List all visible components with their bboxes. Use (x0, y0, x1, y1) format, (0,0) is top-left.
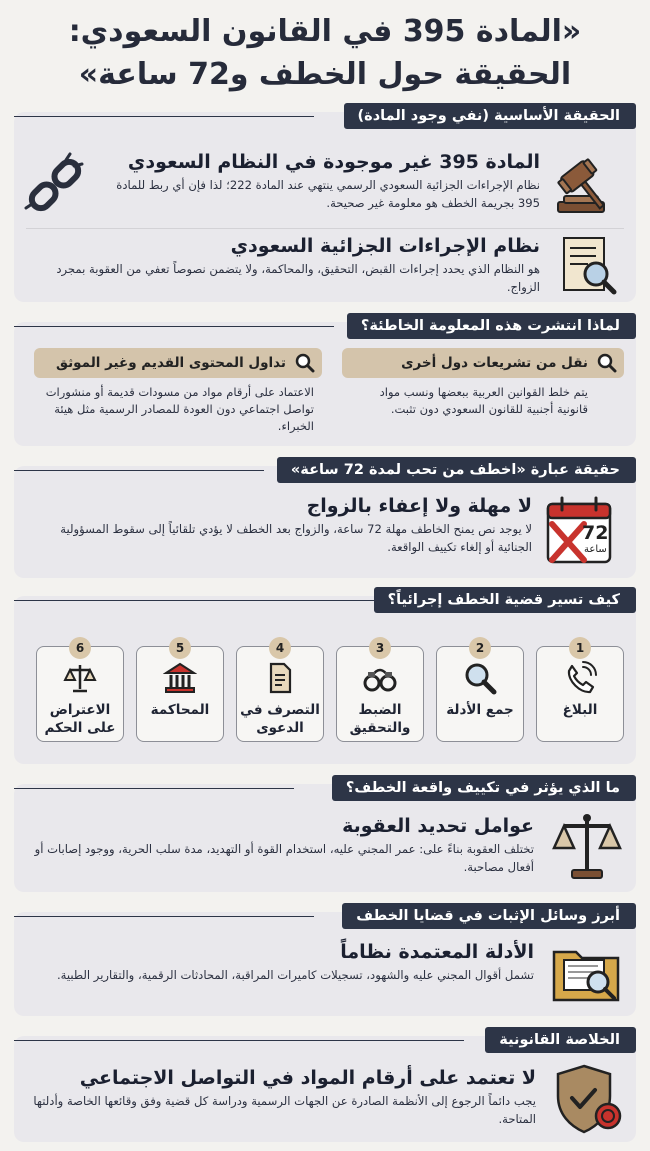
step-5 (136, 641, 224, 742)
item-title: المادة 395 غير موجودة في النظام السعودي (127, 151, 540, 173)
step-3 (336, 641, 424, 742)
step-number: 5 (169, 637, 191, 659)
calendar-number: 72 (582, 522, 609, 544)
step-number: 1 (569, 637, 591, 659)
step-1 (536, 641, 624, 742)
broken-chain-icon (20, 150, 90, 220)
document-search-icon (544, 232, 630, 298)
section-header: لماذا انتشرت هذه المعلومة الخاطئة؟ (347, 313, 636, 339)
shield-check-icon (548, 1062, 628, 1136)
reason-text-right: يتم خلط القوانين العربية ببعضها ونسب مواد قانونية أجنبية للقانون السعودي دون تثبت. (379, 385, 588, 416)
section-header: الخلاصة القانونية (485, 1027, 636, 1053)
title-line-2: الحقيقة حول الخطف و72 ساعة» (78, 57, 572, 92)
section-why-spread (14, 318, 636, 446)
scales-of-justice-icon (544, 808, 630, 882)
step-label: الضبط والتحقيق (349, 702, 411, 736)
step-label: البلاغ (562, 702, 598, 718)
section-header: أبرز وسائل الإثبات في قضايا الخطف (342, 903, 636, 929)
item-title: عوامل تحديد العقوبة (342, 815, 534, 837)
pill-label: نقل من تشريعات دول أخرى (401, 355, 588, 371)
step-2 (436, 641, 524, 742)
gavel-icon (544, 150, 630, 220)
item-text: تشمل أقوال المجني عليه والشهود، تسجيلات كاميرات المراقبة، المحادثات الرقمية، والتقارير الطبية. (56, 968, 534, 982)
handcuffs-icon (363, 661, 397, 695)
magnifier-icon (597, 353, 617, 373)
section-procedure (14, 592, 636, 764)
reason-pill-left (34, 348, 322, 378)
step-4 (236, 641, 324, 742)
section-conclusion (14, 1032, 636, 1142)
evidence-folder-icon (544, 936, 630, 1008)
item-text: هو النظام الذي يحدد إجراءات القبض، التحقيق، والمحاكمة، ولا يتضمن نصوصاً تعفي من العقوبة بمجرد الزواج. (56, 262, 540, 294)
section-72-hours (14, 462, 636, 578)
item-text: نظام الإجراءات الجزائية السعودي الرسمي ينتهي عند المادة 222؛ لذا فإن أي ربط للمادة 395 بجريمة الخطف هو معلومة غير صحيحة. (116, 178, 540, 210)
item-title: لا تعتمد على أرقام المواد في التواصل الاجتماعي (79, 1067, 536, 1089)
step-label: جمع الأدلة (446, 702, 514, 718)
item-text: يجب دائماً الرجوع إلى الأنظمة الصادرة عن الجهات الرسمية ودراسة كل قضية وفق وقائعها الخاصة وأدلتها المتاحة. (33, 1094, 536, 1126)
document-icon (263, 661, 297, 695)
magnifier-icon (295, 353, 315, 373)
item-title: نظام الإجراءات الجزائية السعودي (230, 235, 540, 257)
step-number: 3 (369, 637, 391, 659)
item-text: تختلف العقوبة بناءً على: عمر المجني عليه، استخدام القوة أو التهديد، مدة سلب الحرية، ووجود إصابات أو أفعال مصاحبة. (34, 842, 534, 874)
section-header: الحقيقة الأساسية (نفي وجود المادة) (344, 103, 636, 129)
section-header: حقيقة عبارة «اخطف من تحب لمدة 72 ساعة» (277, 457, 636, 483)
pill-label: تداول المحتوى القديم وغير الموثق (55, 355, 286, 371)
step-label: التصرف في الدعوى (240, 702, 320, 736)
main-title (20, 10, 630, 96)
calendar-72-icon (542, 494, 618, 568)
section-basic-fact (14, 108, 636, 302)
magnifier-icon (463, 661, 497, 695)
step-label: المحاكمة (150, 702, 210, 718)
courthouse-icon (163, 661, 197, 695)
section-evidence (14, 908, 636, 1016)
section-header: ما الذي يؤثر في تكييف واقعة الخطف؟ (332, 775, 636, 801)
section-factors (14, 780, 636, 892)
step-number: 2 (469, 637, 491, 659)
title-line-1: «المادة 395 في القانون السعودي: (68, 14, 582, 49)
calendar-unit: ساعة (584, 544, 607, 555)
phone-icon (563, 661, 597, 695)
step-number: 6 (69, 637, 91, 659)
scales-icon (63, 661, 97, 695)
item-title: لا مهلة ولا إعفاء بالزواج (306, 495, 532, 517)
step-label: الاعتراض على الحكم (44, 702, 116, 736)
reason-pill-right (342, 348, 624, 378)
step-6 (36, 641, 124, 742)
section-header: كيف تسير قضية الخطف إجرائياً؟ (374, 587, 636, 613)
item-text: لا يوجد نص يمنح الخاطف مهلة 72 ساعة، والزواج بعد الخطف لا يؤدي تلقائياً إلى سقوط المسؤولية الجنائية أو إلغاء تكييف الواقعة. (60, 522, 532, 554)
reason-text-left: الاعتماد على أرقام مواد من مسودات قديمة أو منشورات تواصل اجتماعي دون العودة للمصادر الرسمية مثل هيئة الخبراء. (45, 385, 314, 433)
step-number: 4 (269, 637, 291, 659)
item-title: الأدلة المعتمدة نظاماً (340, 941, 534, 963)
